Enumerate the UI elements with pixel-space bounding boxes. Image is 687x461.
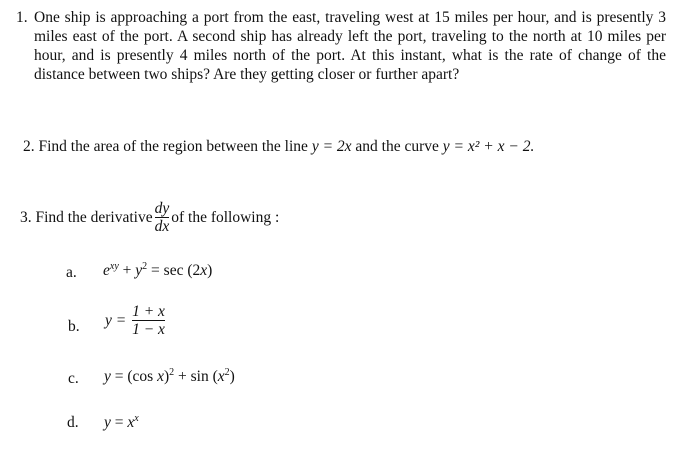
derivative-denominator: dx bbox=[154, 218, 170, 235]
problem-2-line-equation: y = 2x bbox=[311, 138, 352, 155]
part-d-expression: $y = x^x$ bbox=[104, 413, 139, 431]
part-c-expression: y = (cos $x)^2 + \sin (x^2)$ bbox=[104, 367, 235, 385]
part-b-expression bbox=[105, 304, 167, 337]
part-d-label: d. bbox=[67, 414, 79, 431]
problem-2-text: Find the area of the region between the line bbox=[38, 138, 308, 155]
part-b-fraction bbox=[132, 304, 165, 337]
problem-2-curve-equation: y = x² + x − 2. bbox=[442, 138, 535, 155]
part-b-denominator: 1 − x bbox=[132, 321, 165, 338]
problem-2 bbox=[23, 138, 534, 156]
part-b-numerator: 1 + x bbox=[132, 303, 165, 320]
problem-1-number: 1. bbox=[16, 9, 28, 26]
problem-3-text-after: of the following : bbox=[171, 208, 280, 226]
part-a-expression: $e^{xy} + y^2 = \sec (2x)$ bbox=[103, 261, 213, 279]
problem-3-text: Find the derivative bbox=[35, 208, 153, 226]
part-c-label: c. bbox=[68, 370, 79, 387]
derivative-fraction bbox=[155, 201, 170, 234]
problem-2-number: 2. bbox=[23, 138, 35, 155]
problem-2-and: and the curve bbox=[355, 138, 439, 155]
problem-1-text: One ship is approaching a port from the east, traveling west at 15 miles per hour, and is presently 3 miles east of the port. A second ship has already left the port, traveling to the north at 10 miles per hour, and is presently 4 miles north of the port. At this instant, what is the rate of change of the distance between two ships? Are they getting closer or further apart? bbox=[34, 9, 666, 83]
problem-3-number: 3. bbox=[20, 208, 32, 226]
part-b-label: b. bbox=[68, 318, 80, 335]
problem-1 bbox=[16, 8, 666, 84]
part-b-lhs: y = bbox=[105, 311, 127, 329]
part-a-label: a. bbox=[66, 264, 77, 281]
derivative-numerator: dy bbox=[154, 200, 170, 217]
problem-3 bbox=[20, 201, 279, 234]
